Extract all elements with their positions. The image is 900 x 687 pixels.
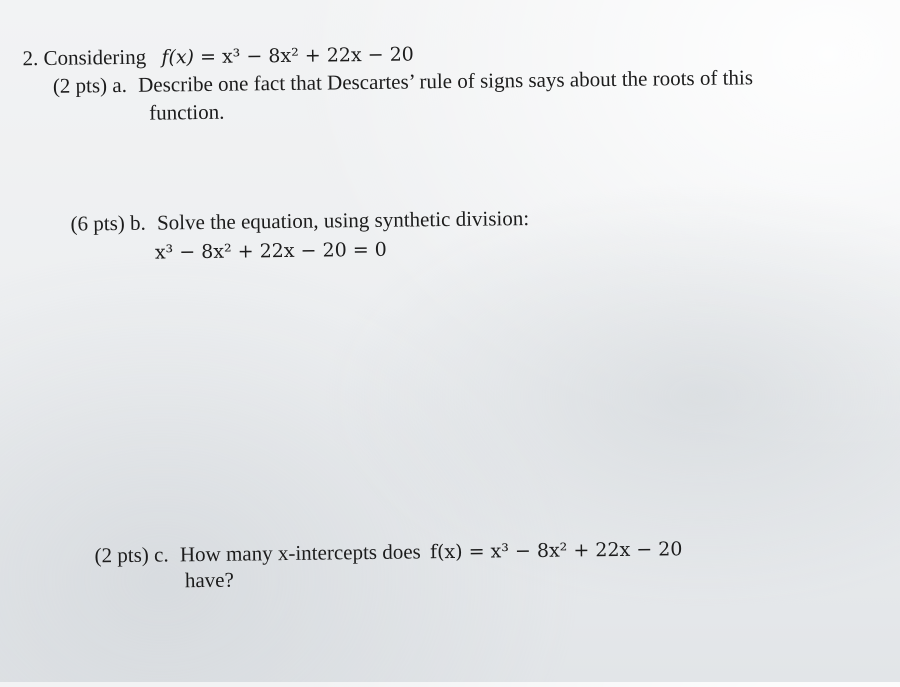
question-header: [22, 40, 414, 72]
part-a-line2: [149, 99, 225, 126]
part-c-function: f(x) = x³ − 8x² + 22x − 20: [429, 538, 683, 564]
part-b-equation: [155, 237, 387, 266]
part-a-points: (2 pts) a.: [52, 72, 128, 98]
function-rhs: = x³ − 8x² + 22x − 20: [199, 43, 414, 69]
part-c-points: (2 pts) c.: [94, 542, 169, 568]
question-number: 2.: [22, 46, 39, 71]
function-definition: [161, 43, 414, 68]
question-intro: Considering: [43, 44, 147, 70]
part-a-text-continued: function.: [149, 99, 225, 125]
part-c-text-continued: have?: [184, 567, 235, 593]
part-a-text: Describe one fact that Descartes’ rule of signs says about the roots of this: [138, 65, 754, 97]
part-b-points: (6 pts) b.: [70, 210, 146, 236]
part-b-equation-text: x³ − 8x² + 22x − 20 = 0: [154, 238, 387, 264]
part-b-text: Solve the equation, using synthetic division:: [156, 206, 530, 235]
part-c-line2: [185, 567, 234, 594]
part-c-line1: [94, 535, 682, 569]
function-lhs: f(x): [161, 46, 195, 69]
part-b-line1: [70, 205, 529, 237]
part-c-text: How many x-intercepts does: [179, 539, 421, 567]
